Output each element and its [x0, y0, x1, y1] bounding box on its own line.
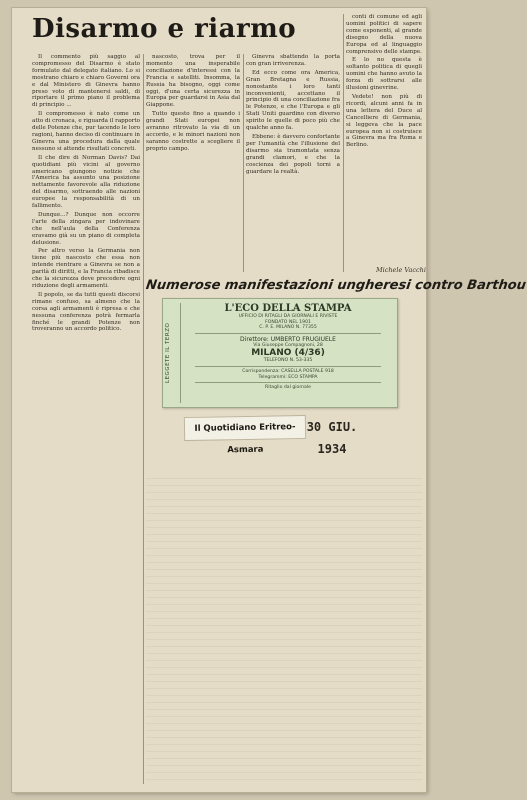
slip-rule — [195, 333, 381, 334]
paragraph: Il commento più saggio al compromesso del Disarmo è stato formulato dal delegato italiano. Lo si mostrano chiaro e chiaro Governi ora e dal Ministero di Ginevra hanno preso voto di mantenersi saldi, di riportare il primo piano il problema di principio ... — [32, 54, 140, 109]
slip-rule — [195, 366, 381, 367]
paragraph: Il che dire di Norman Davis? Dai quotidiani più vicini al governo americano giungono notizie che l'America ha assunto una posizione nettamente favorevole alla riduzione del disarmo, sottraendo alle nazioni europee la responsabilità di un fallimento. — [32, 154, 140, 210]
clipping-service-slip — [162, 298, 398, 408]
slip-desc-line: UFFICIO DI RITAGLI DA GIORNALI E RIVISTE — [238, 314, 338, 319]
paragraph: Ginevra sbattendo la porta con gran irriverenza. — [246, 54, 340, 67]
column-divider — [243, 54, 244, 272]
slip-rule — [195, 382, 381, 383]
slip-corr-line: Corrispondenza: CASELLA POSTALE 918 — [242, 368, 334, 374]
paragraph: E lo no questa è soltanto politica di quegli uomini che hanno avuto la forza di sottrarsi alle illusioni ginevrine. — [346, 57, 422, 92]
article-column-1 — [32, 54, 140, 784]
slip-brand: L'ECO DELLA STAMPA — [224, 303, 352, 314]
slip-corr-line: Telegrammi: ECO STAMPA — [258, 374, 318, 380]
paragraph: Il compromesso è nato come un atto di cronaca, e riguarda il rapporto delle Potenze che, pur tacendo le loro ragioni, hanno deciso di continuare in Ginevra una procedura dalla quale nessuno si attende risultati concreti. — [32, 111, 140, 152]
faded-article-text — [146, 478, 422, 784]
article-column-2 — [146, 54, 240, 272]
date-stamp: 30 GIU. 1934 — [306, 420, 358, 456]
article-headline: Disarmo e riarmo — [32, 14, 297, 44]
slip-body — [185, 303, 391, 391]
slip-director: Direttore: UMBERTO FRUGIUELE — [240, 335, 336, 343]
paragraph: Tutto questo fino a quando i grandi Stati europei non avranno ritrovato la via di un accordo, e le minori nazioni non saranno costrette a scegliere il proprio campo. — [146, 111, 240, 152]
author-signature: Michele Vacchi — [376, 266, 426, 274]
article-column-3 — [246, 54, 340, 272]
paragraph: Il popolo, se da tutti questi discorsi rimane confuso, sa almeno che la corsa agli armamenti è ripresa e che nessuna conferenza potrà fermarla finché le grandi Potenze non troveranno un accordo politico. — [32, 291, 140, 333]
slip-address: Via Giuseppe Compagnoni, 28 — [253, 342, 323, 348]
slip-city: MILANO (4/36) — [251, 348, 325, 359]
stamp-area — [162, 408, 396, 468]
paragraph: nascosto, trova per il momento una insperabile conciliazione d'interessi con la Francia e satelliti. Insomma, la Russia ha bisogno, oggi come oggi, d'una certa sicurezza in Europa per guardarsi in Asia dal Giappone. — [146, 54, 240, 109]
slip-note: Ritaglio dal giornale — [265, 385, 311, 391]
slip-desc-line: FONDATO NEL 1901 — [265, 319, 311, 325]
paragraph: Vedete! non più di ricordi, alcuni anni fa in una lettera del Duce al Cancelliere di Germania, si leggeva che la pace europea non si costruisce a Ginevra ma fra Roma e Berlino. — [346, 93, 422, 149]
paragraph: Dunque...? Dunque non occorre l'arte della zingara per indovinare che nell'aula della Conferenza eravamo già su un piano di completa delusione. — [32, 211, 140, 246]
paragraph: Ed ecco come ora America, Gran Bretagna e Russia, nonostante i loro tanti inconvenienti, accettano il principio di una conciliazione fra le Potenze, e che l'Europa e gli Stati Uniti guardino con diverso spirito le quelle di poco più che qualche anno fa. — [246, 69, 340, 132]
article-column-4 — [346, 14, 422, 272]
column-divider — [343, 14, 344, 272]
slip-side-text: LEGGETE IL TERZO — [165, 322, 171, 384]
column-divider — [143, 54, 144, 784]
paragraph: conti di comune ed agli uomini politici di sapere come esponenti, al grande disegno della nuova Europa ed al linguaggio comprensivo delle stampe. — [346, 14, 422, 55]
slip-desc-line: C. P. E. MILANO N. 77355 — [259, 325, 317, 331]
newspaper-name-label: Il Quotidiano Eritreo-Asmara — [184, 415, 306, 441]
paragraph: Ebbene: è davvero confortante per l'umanità che l'illusione del disarmo sia tramontata senza grandi clamori, e che la coscienza dei popoli torni a guardare la realtà. — [246, 133, 340, 175]
newspaper-clipping — [12, 8, 527, 792]
slip-phone: TELEFONO N. 53-335 — [263, 358, 313, 364]
paragraph: Per altro verso la Germania non tiene più nascosto che essa non intende rientrare a Ginevra se non a parità di diritti, e la Francia ribadisce che la sicurezza deve precedere ogni riduzione degli armamenti. — [32, 248, 140, 289]
secondary-headline: Numerose manifestazioni ungheresi contro Barthou — [144, 278, 527, 293]
slip-divider — [180, 303, 181, 403]
